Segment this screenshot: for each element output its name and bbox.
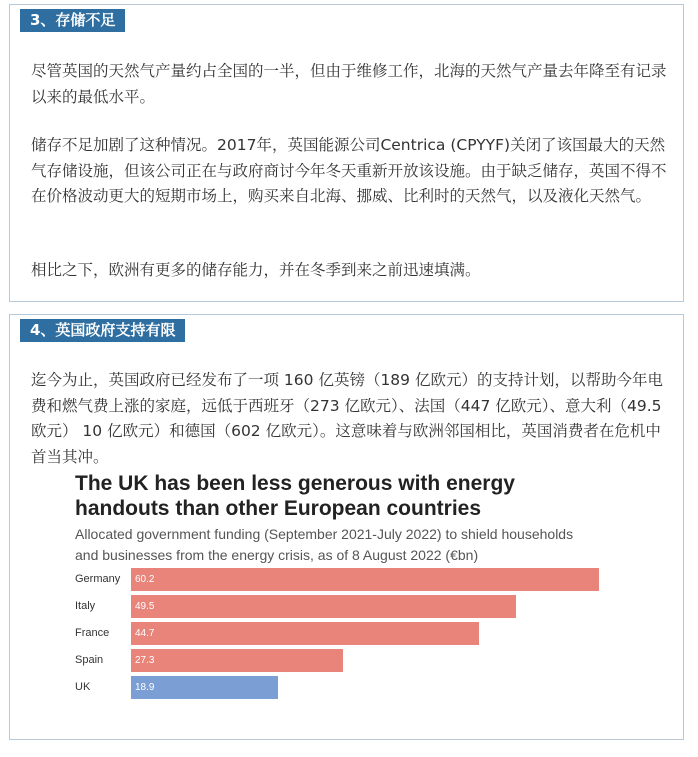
section-4-tag: 4、英国政府支持有限 (20, 319, 185, 342)
funding-bar-chart (73, 468, 633, 718)
chart-title: The UK has been less generous with energy handouts than other European countries (75, 472, 515, 520)
value-label-italy: 49.5 (135, 601, 155, 612)
bar-france (131, 622, 479, 645)
category-label-spain: Spain (75, 654, 104, 666)
section-3-tag: 3、存储不足 (20, 9, 125, 32)
section-4-paragraph: 迄今为止，英国政府已经发布了一项 160 亿英镑（189 亿欧元）的支持计划，以帮助今年电费和燃气费上涨的家庭，远低于西班牙（273 亿欧元）、法国（447 亿欧元）、意大利（49.5 欧元） 10 亿欧元）和德国（602 亿欧元）。这意味着与欧洲邻国相比，英国消费者在危机中首当其冲。 (31, 371, 663, 466)
chart-subtitle: Allocated government funding (September 2021-July 2022) to shield households and businesses from the energy crisis, as of 8 August 2022 (€bn) (75, 526, 574, 563)
category-label-france: France (75, 627, 110, 639)
value-label-uk: 18.9 (135, 682, 155, 693)
section-3-paragraph-3: 相比之下，欧洲有更多的储存能力，并在冬季到来之前迅速填满。 (31, 261, 481, 279)
bar-italy (131, 595, 516, 618)
section-3-box (9, 4, 684, 302)
value-label-france: 44.7 (135, 628, 155, 639)
category-label-italy: Italy (75, 600, 96, 612)
bar-germany (131, 568, 599, 591)
category-label-uk: UK (75, 681, 91, 693)
category-label-germany: Germany (75, 573, 121, 585)
value-label-spain: 27.3 (135, 655, 155, 666)
section-4-box (9, 314, 684, 740)
bar-spain (131, 649, 343, 672)
section-3-paragraph-1: 尽管英国的天然气产量约占全国的一半，但由于维修工作，北海的天然气产量去年降至有记录以来的最低水平。 (31, 62, 667, 106)
section-3-paragraph-2: 储存不足加剧了这种情况。2017年，英国能源公司Centrica (CPYYF)关闭了该国最大的天然气存储设施，但该公司正在与政府商讨今年冬天重新开放该设施。由于缺乏储存，英国不得不在价格波动更大的短期市场上，购买来自北海、挪威、比利时的天然气，以及液化天然气。 (31, 136, 667, 205)
value-label-germany: 60.2 (135, 574, 155, 585)
